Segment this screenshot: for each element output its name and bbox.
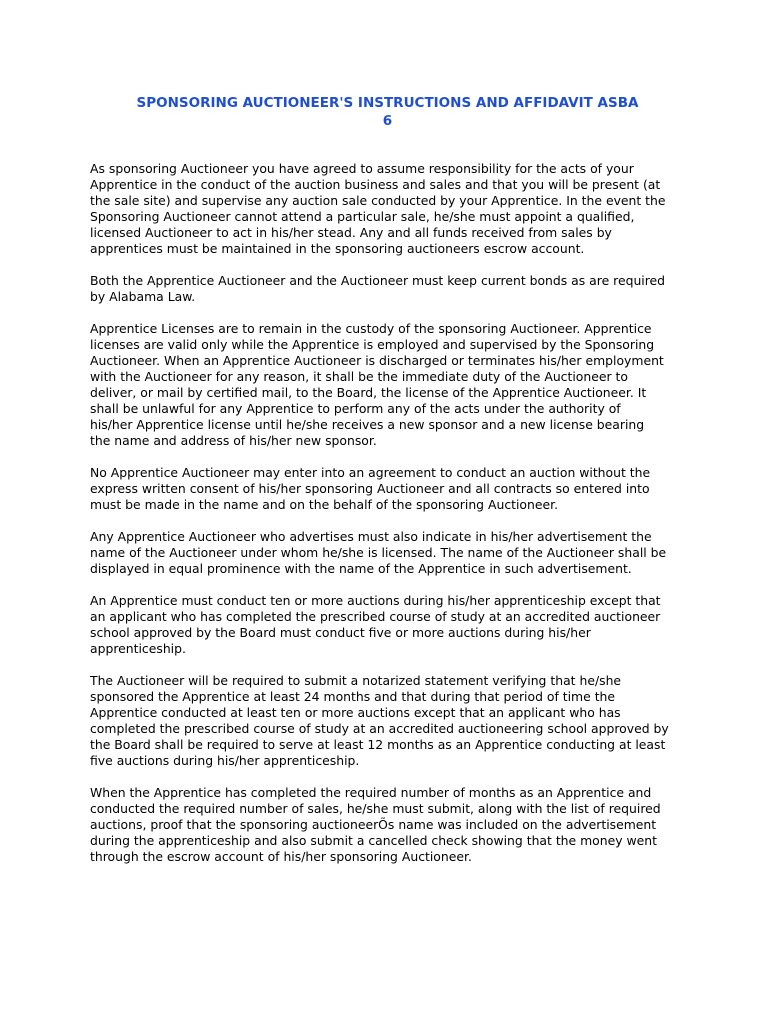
paragraph-bonds: Both the Apprentice Auctioneer and the Auctioneer must keep current bonds as are required by Alabama Law. xyxy=(90,273,666,304)
document-page xyxy=(90,94,685,881)
paragraph-completion: When the Apprentice has completed the required number of months as an Apprentice and conducted the required number of sales, he/she must submit, along with the list of required auctions, proof that the sponsoring auctioneerÕs name was included on the advertisement during the apprenticeship and also submit a cancelled check showing that the money went through the escrow account of his/her sponsoring Auctioneer. xyxy=(90,785,661,864)
paragraph-advertising: Any Apprentice Auctioneer who advertises must also indicate in his/her advertisement the name of the Auctioneer under whom he/she is licensed. The name of the Auctioneer shall be displayed in equal prominence with the name of the Apprentice in such advertisement. xyxy=(90,529,667,576)
paragraph-licenses: Apprentice Licenses are to remain in the custody of the sponsoring Auctioneer. Apprentice licenses are valid only while the Apprentice is employed and supervised by the Sponsoring Auctioneer. When an Apprentice Auctioneer is discharged or terminates his/her employment with the Auctioneer for any reason, it shall be the immediate duty of the Auctioneer to deliver, or mail by certified mail, to the Board, the license of the Apprentice Auctioneer. It shall be unlawful for any Apprentice to perform any of the acts under the authority of his/her Apprentice license until he/she receives a new sponsor and a new license bearing the name and address of his/her new sponsor. xyxy=(90,321,664,448)
paragraph-auction-count: An Apprentice must conduct ten or more auctions during his/her apprenticeship except that an applicant who has completed the prescribed course of study at an accredited auctioneer school approved by the Board must conduct five or more auctions during his/her apprenticeship. xyxy=(90,593,661,656)
paragraph-agreements: No Apprentice Auctioneer may enter into an agreement to conduct an auction without the express written consent of his/her sponsoring Auctioneer and all contracts so entered into must be made in the name and on the behalf of the sponsoring Auctioneer. xyxy=(90,465,651,512)
document-title: SPONSORING AUCTIONEER'S INSTRUCTIONS AND AFFIDAVIT ASBA 6 xyxy=(136,95,639,129)
paragraph-notarized-statement: The Auctioneer will be required to submit a notarized statement verifying that he/she sponsored the Apprentice at least 24 months and that during that period of time the Apprentice conducted at least ten or more auctions except that an applicant who has completed the prescribed course of study at an accredited auctioneering school approved by the Board shall be required to serve at least 12 months as an Apprentice conducting at least five auctions during his/her apprenticeship. xyxy=(90,673,669,768)
paragraph-responsibility: As sponsoring Auctioneer you have agreed to assume responsibility for the acts of your Apprentice in the conduct of the auction business and sales and that you will be present (at the sale site) and supervise any auction sale conducted by your Apprentice. In the event the Sponsoring Auctioneer cannot attend a particular sale, he/she must appoint a qualified, licensed Auctioneer to act in his/her stead. Any and all funds received from sales by apprentices must be maintained in the sponsoring auctioneers escrow account. xyxy=(90,161,666,256)
